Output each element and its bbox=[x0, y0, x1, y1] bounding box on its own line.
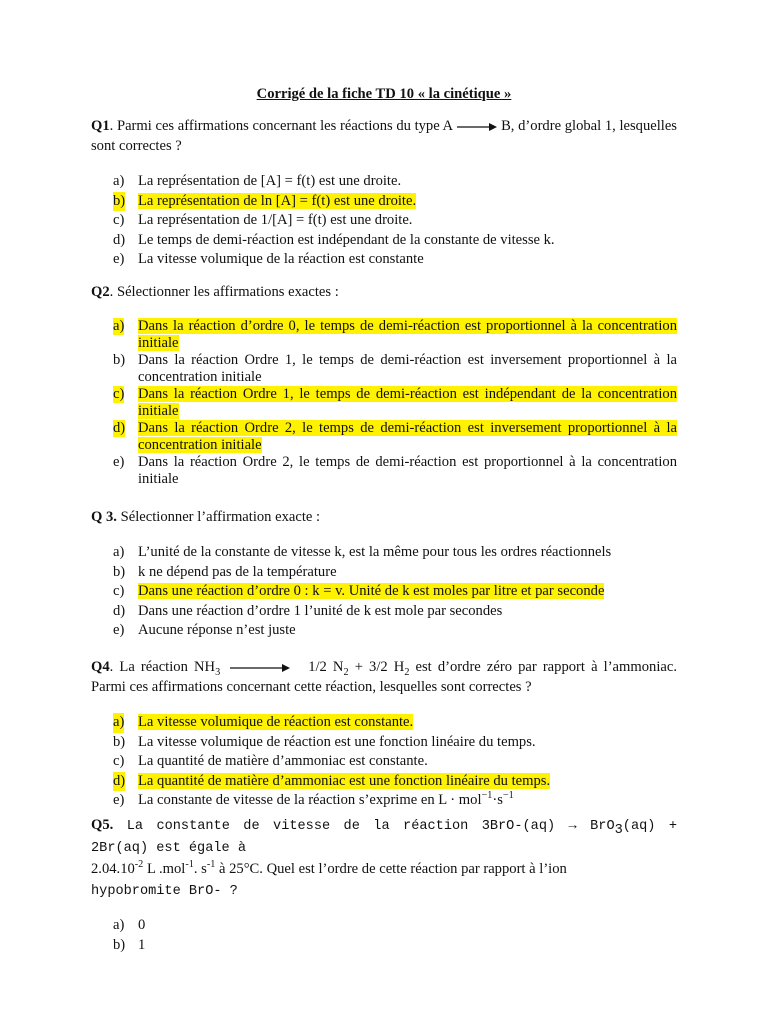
subscript: 3 bbox=[614, 822, 623, 838]
question-4-options bbox=[91, 713, 677, 811]
question-1-options bbox=[91, 172, 677, 270]
option-label: b) bbox=[113, 352, 126, 368]
option-label: a) bbox=[113, 713, 124, 733]
superscript: −1 bbox=[481, 790, 493, 802]
page-title: Corrigé de la fiche TD 10 « la cinétique » bbox=[256, 86, 512, 102]
question-4-text-d: est d’ordre zéro par rapport à l’ammoniac. Parmi ces affirmations concernant cette réaction, lesquelles sont correctes ? bbox=[91, 659, 677, 695]
question-5 bbox=[91, 815, 677, 955]
option-label: c) bbox=[113, 212, 125, 229]
option-label: d) bbox=[113, 602, 126, 619]
option-text: Dans la réaction d’ordre 0, le temps de demi-réaction est proportionnel à la concentration initiale bbox=[138, 318, 677, 351]
question-3 bbox=[91, 507, 677, 641]
option-label: b) bbox=[113, 563, 126, 580]
option-label: d) bbox=[113, 231, 126, 248]
q5-option-b bbox=[91, 936, 677, 956]
question-3-number: Q 3. bbox=[91, 509, 117, 525]
question-5-text-f: hypobromite BrO- ? bbox=[91, 884, 238, 899]
option-text: La vitesse volumique de réaction est constante. bbox=[138, 714, 414, 730]
option-text: Aucune réponse n’est juste bbox=[138, 622, 296, 639]
option-text: La représentation de 1/[A] = f(t) est une droite. bbox=[138, 212, 413, 229]
subscript: 2 bbox=[343, 666, 349, 678]
option-text: Dans la réaction Ordre 1, le temps de demi-réaction est inversement proportionnel à la concentration initiale bbox=[138, 352, 677, 385]
q2-option-b bbox=[91, 352, 677, 386]
option-label: c) bbox=[113, 753, 125, 770]
subscript: 2 bbox=[404, 666, 410, 678]
q1-option-c bbox=[91, 211, 677, 231]
question-2 bbox=[91, 282, 677, 488]
q2-option-c bbox=[91, 386, 677, 420]
question-4-text-a: . La réaction NH bbox=[109, 659, 216, 675]
option-text: La constante de vitesse de la réaction s’exprime en L · mol bbox=[138, 792, 482, 809]
option-label: b) bbox=[113, 733, 126, 750]
q4-option-e bbox=[91, 791, 677, 811]
q4-option-a bbox=[91, 713, 677, 733]
question-3-options bbox=[91, 543, 677, 641]
option-text: La quantité de matière d’ammoniac est une fonction linéaire du temps. bbox=[138, 772, 551, 789]
option-text: Dans une réaction d’ordre 0 : k = v. Unité de k est moles par litre et par seconde bbox=[138, 583, 605, 600]
q2-option-a bbox=[91, 318, 677, 352]
option-label: e) bbox=[113, 622, 125, 639]
q3-option-e bbox=[91, 621, 677, 641]
question-1-text-b: B, d’ordre global 1, lesquelles sont correctes ? bbox=[91, 118, 677, 154]
question-4-text-c: + 3/2 H bbox=[348, 659, 405, 675]
question-2-number: Q2 bbox=[91, 284, 110, 300]
q3-option-c bbox=[91, 582, 677, 602]
question-1 bbox=[91, 116, 677, 270]
option-label: b) bbox=[113, 192, 125, 212]
superscript: −1 bbox=[502, 790, 514, 802]
question-2-text-a: . Sélectionner les affirmations exactes : bbox=[109, 284, 339, 300]
q3-option-b bbox=[91, 563, 677, 583]
option-label: e) bbox=[113, 251, 125, 268]
option-label: a) bbox=[113, 917, 125, 933]
option-text: 0 bbox=[138, 917, 146, 933]
option-label: d) bbox=[113, 772, 125, 792]
superscript: -1 bbox=[185, 859, 194, 871]
question-4-text-b: 1/2 N bbox=[308, 659, 344, 675]
question-5-text-c: L .mol bbox=[143, 861, 186, 877]
option-text: L’unité de la constante de vitesse k, est la même pour tous les ordres réactionnels bbox=[138, 544, 612, 560]
question-3-text bbox=[91, 507, 677, 527]
question-5-options bbox=[91, 916, 677, 955]
option-label: c) bbox=[113, 386, 125, 402]
question-5-text bbox=[91, 815, 677, 902]
q4-option-d bbox=[91, 772, 677, 792]
option-text: 1 bbox=[138, 936, 146, 953]
option-label: d) bbox=[113, 420, 126, 436]
question-5-text-b: (aq) + 2Br(aq) est égale à bbox=[91, 819, 677, 856]
option-label: a) bbox=[113, 173, 125, 189]
option-text: La représentation de [A] = f(t) est une droite. bbox=[138, 173, 402, 189]
q4-option-b bbox=[91, 733, 677, 753]
option-text: k ne dépend pas de la température bbox=[138, 563, 337, 580]
question-1-number: Q1 bbox=[91, 118, 110, 134]
q4-option-c bbox=[91, 752, 677, 772]
rate-constant-value: 2.04.10 bbox=[91, 861, 135, 877]
question-4 bbox=[91, 657, 677, 811]
question-1-text-a: . Parmi ces affirmations concernant les réactions du type A bbox=[109, 118, 454, 134]
q5-option-a bbox=[91, 916, 677, 936]
option-text: La vitesse volumique de la réaction est constante bbox=[138, 251, 424, 268]
option-label: b) bbox=[113, 936, 126, 953]
option-text: La représentation de ln [A] = f(t) est une droite. bbox=[138, 192, 417, 209]
option-text: Dans la réaction Ordre 2, le temps de demi-réaction est inversement proportionnel à la concentration initiale bbox=[138, 420, 677, 453]
question-2-options bbox=[91, 318, 677, 488]
question-3-text-a: Sélectionner l’affirmation exacte : bbox=[116, 509, 321, 525]
reaction-arrow-icon bbox=[230, 663, 290, 673]
option-label: c) bbox=[113, 583, 125, 600]
option-text: La vitesse volumique de réaction est une fonction linéaire du temps. bbox=[138, 733, 536, 750]
option-text: Dans une réaction d’ordre 1 l’unité de k est mole par secondes bbox=[138, 602, 503, 619]
q3-option-a bbox=[91, 543, 677, 563]
q1-option-d bbox=[91, 231, 677, 251]
option-label: a) bbox=[113, 544, 125, 560]
option-text: Dans la réaction Ordre 1, le temps de demi-réaction est indépendant de la concentration initiale bbox=[138, 386, 677, 419]
question-5-number: Q5. bbox=[91, 817, 114, 833]
option-text: Le temps de demi-réaction est indépendant de la constante de vitesse k. bbox=[138, 231, 555, 248]
superscript: -2 bbox=[134, 859, 144, 871]
question-4-number: Q4 bbox=[91, 659, 110, 675]
option-text: Dans la réaction Ordre 2, le temps de demi-réaction est proportionnel à la concentration initiale bbox=[138, 454, 677, 487]
q1-option-b bbox=[91, 192, 677, 212]
superscript: -1 bbox=[206, 859, 216, 871]
question-5-text-e: à 25°C. Quel est l’ordre de cette réaction par rapport à l’ion bbox=[215, 861, 567, 877]
option-label: e) bbox=[113, 454, 125, 470]
question-4-text bbox=[91, 657, 677, 697]
q1-option-a bbox=[91, 172, 677, 192]
question-2-text bbox=[91, 282, 677, 302]
option-text: La quantité de matière d’ammoniac est constante. bbox=[138, 753, 428, 770]
q2-option-e bbox=[91, 454, 677, 488]
option-text-mid: ·s bbox=[492, 792, 503, 809]
q3-option-d bbox=[91, 602, 677, 622]
question-5-text-a: La constante de vitesse de la réaction 3BrO-(aq) → BrO bbox=[113, 819, 615, 834]
q1-option-e bbox=[91, 250, 677, 270]
option-label: e) bbox=[113, 792, 125, 809]
question-5-text-d: . s bbox=[193, 861, 207, 877]
option-label: a) bbox=[113, 318, 125, 334]
reaction-arrow-icon bbox=[457, 122, 497, 132]
question-1-text bbox=[91, 116, 677, 156]
q2-option-d bbox=[91, 420, 677, 454]
subscript: 3 bbox=[215, 666, 221, 678]
